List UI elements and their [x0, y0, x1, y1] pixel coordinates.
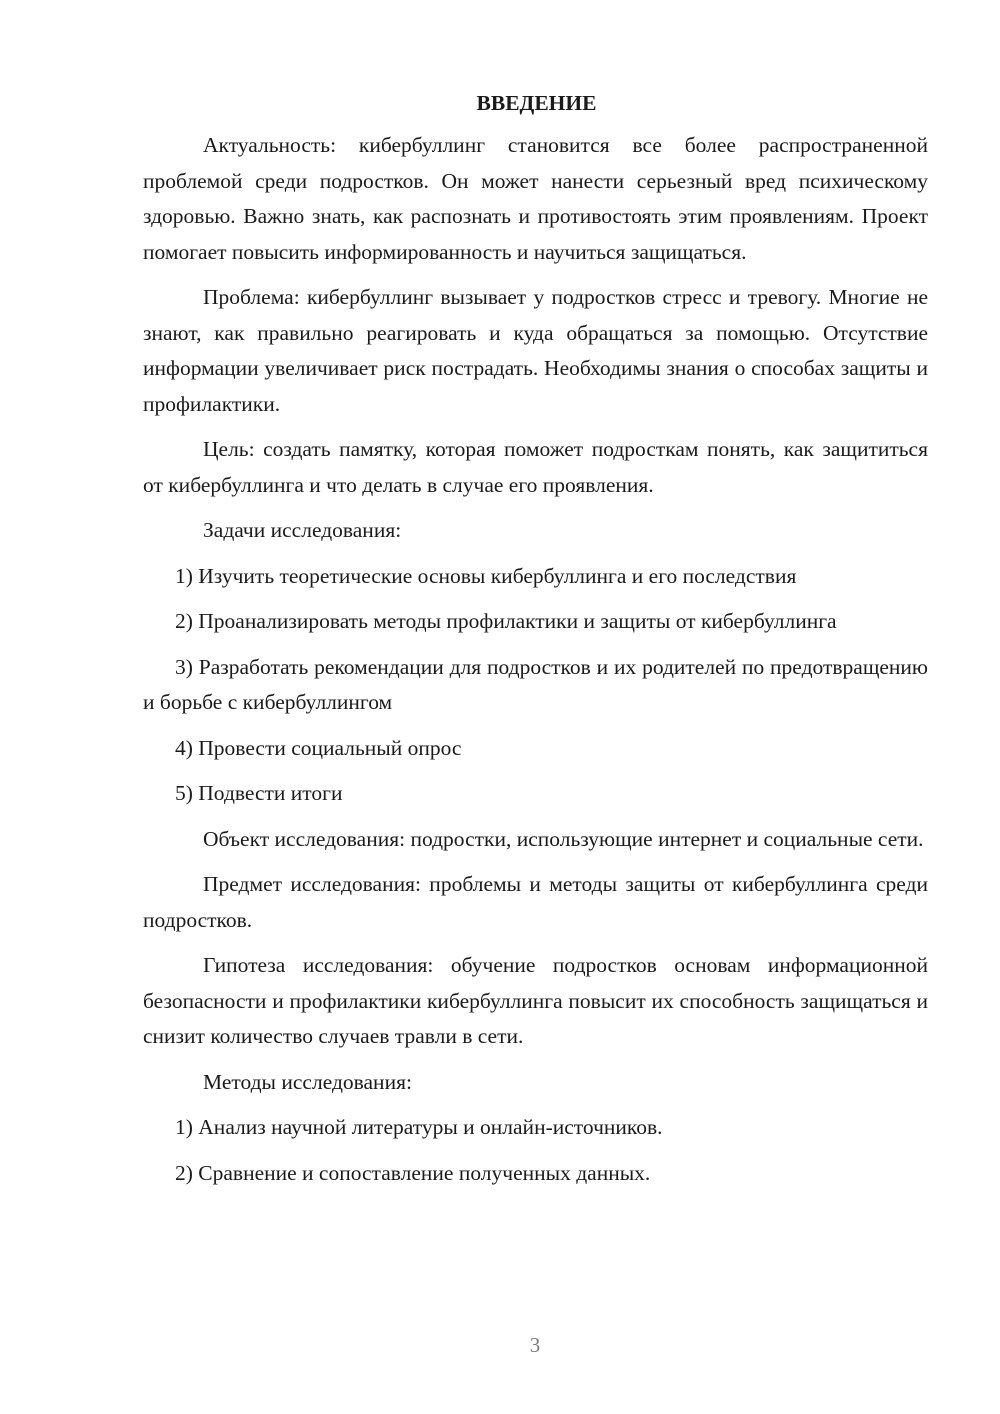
method-item-1: 1) Анализ научной литературы и онлайн-источников.: [175, 1115, 663, 1139]
method-item-2: 2) Сравнение и сопоставление полученных данных.: [175, 1160, 651, 1185]
hypothesis-paragraph: Гипотеза исследования: обучение подростков основам информационной безопасности и профилактики кибербуллинга повысит их способность защищаться и снизит количество случаев травли в сети.: [143, 953, 928, 1048]
task-item-2: 2) Проанализировать методы профилактики и защиты от кибербуллинга: [175, 609, 837, 633]
methods-title: Методы исследования:: [203, 1069, 412, 1094]
page-content: [143, 88, 928, 1201]
page-number: 3: [529, 1333, 541, 1357]
subject-paragraph: Предмет исследования: проблемы и методы защиты от кибербуллинга среди подростков.: [143, 872, 928, 932]
task-item-5: 5) Подвести итоги: [175, 781, 343, 805]
task-item-3: 3) Разработать рекомендации для подростков и их родителей по предотвращению и борьбе с кибербуллингом: [143, 654, 928, 714]
goal-paragraph: Цель: создать памятку, которая поможет подросткам понять, как защититься от кибербуллинга и что делать в случае его проявления.: [143, 437, 928, 497]
tasks-title: Задачи исследования:: [203, 518, 402, 542]
section-heading: ВВЕДЕНИЕ: [476, 91, 597, 115]
problem-paragraph: Проблема: кибербуллинг вызывает у подростков стресс и тревогу. Многие не знают, как правильно реагировать и куда обращаться за помощью. Отсутствие информации увеличивает риск пострадать. Необходимы знания о способах защиты и профилактики.: [143, 285, 928, 416]
task-item-1: 1) Изучить теоретические основы кибербуллинга и его последствия: [175, 563, 797, 588]
relevance-paragraph: Актуальность: кибербуллинг становится все более распространенной проблемой среди подростков. Он может нанести серьезный вред психическому здоровью. Важно знать, как распознать и противостоять этим проявлениям. Проект помогает повысить информированность и научиться защищаться.: [143, 133, 928, 264]
object-paragraph: Объект исследования: подростки, использующие интернет и социальные сети.: [203, 826, 924, 851]
task-item-4: 4) Провести социальный опрос: [175, 735, 462, 760]
